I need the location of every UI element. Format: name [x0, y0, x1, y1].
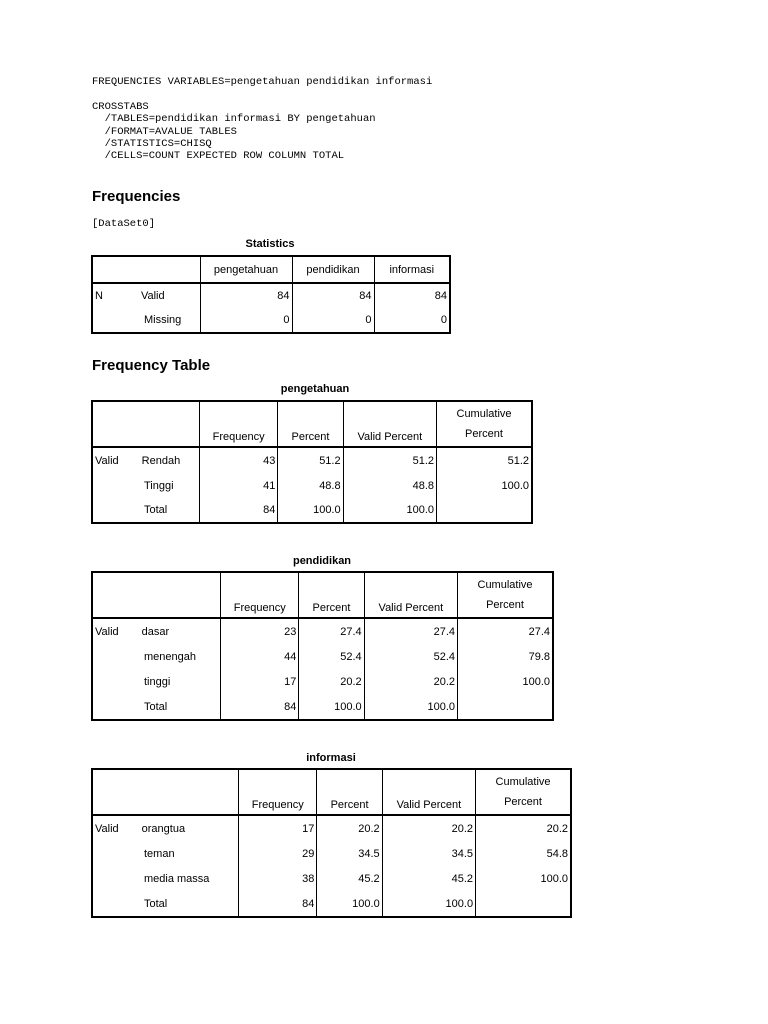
row-label: Total	[144, 504, 168, 516]
cell: 23	[221, 618, 299, 644]
informasi-title: informasi	[306, 752, 356, 764]
cell: 84	[239, 892, 317, 917]
cell: 84	[292, 283, 374, 308]
cell: 34.5	[382, 841, 475, 866]
informasi-table	[91, 768, 572, 918]
cell: 100.0	[437, 473, 532, 498]
table-row	[92, 866, 571, 892]
corner-cell	[92, 256, 200, 283]
syntax-line: CROSSTABS	[92, 100, 149, 113]
col-header-valid-percent: Valid Percent	[364, 572, 457, 618]
cell: 100.0	[278, 498, 343, 523]
col-header-percent: Percent	[317, 769, 382, 815]
cell: 100.0	[476, 866, 571, 892]
cell: 44	[221, 644, 299, 669]
cell: 52.4	[299, 644, 364, 669]
table-header-row	[92, 572, 553, 618]
syntax-line: /CELLS=COUNT EXPECTED ROW COLUMN TOTAL	[92, 150, 345, 163]
pengetahuan-table	[91, 400, 533, 524]
cell: 52.4	[364, 644, 457, 669]
cell: 48.8	[343, 473, 436, 498]
cell: 38	[239, 866, 317, 892]
cell: 43	[199, 447, 277, 473]
cell: 84	[374, 283, 450, 308]
pendidikan-title: pendidikan	[292, 555, 352, 567]
col-header-valid-percent: Valid Percent	[382, 769, 475, 815]
syntax-line: FREQUENCIES VARIABLES=pengetahuan pendidikan informasi	[92, 76, 433, 88]
cell: 100.0	[364, 695, 457, 720]
col-header-frequency: Frequency	[239, 769, 317, 815]
syntax-line: /TABLES=pendidikan informasi BY pengetahuan	[92, 113, 376, 126]
row-label-n: N	[95, 290, 103, 302]
cell	[458, 695, 553, 720]
syntax-block	[92, 76, 432, 163]
cell: 51.2	[437, 447, 532, 473]
syntax-line: /FORMAT=AVALUE TABLES	[92, 125, 237, 138]
cell: 0	[374, 308, 450, 333]
table-row	[92, 892, 571, 917]
cell: 20.2	[364, 669, 457, 695]
frequencies-heading: Frequencies	[92, 188, 181, 205]
cell: 20.2	[317, 815, 382, 841]
pengetahuan-title: pengetahuan	[280, 383, 350, 395]
table-row	[92, 308, 450, 333]
pendidikan-table	[91, 571, 554, 721]
cell: 100.0	[299, 695, 364, 720]
col-header-cumulative: Cumulative Percent	[458, 572, 553, 618]
cell: 54.8	[476, 841, 571, 866]
row-label-valid: Valid	[140, 290, 165, 302]
cell	[437, 498, 532, 523]
cell: 51.2	[343, 447, 436, 473]
cell: 34.5	[317, 841, 382, 866]
cell: 27.4	[458, 618, 553, 644]
corner-cell	[92, 572, 221, 618]
col-header-frequency: Frequency	[221, 572, 299, 618]
cell: 84	[199, 498, 277, 523]
cell: 20.2	[299, 669, 364, 695]
cell	[476, 892, 571, 917]
row-label: menengah	[144, 650, 196, 663]
cell: 17	[221, 669, 299, 695]
table-header-row	[92, 769, 571, 815]
cell: 100.0	[343, 498, 436, 523]
cell: 100.0	[382, 892, 475, 917]
col-header-percent: Percent	[278, 401, 343, 447]
row-label: Valid Rendah	[95, 454, 181, 467]
row-label: media massa	[144, 873, 210, 885]
col-header: pengetahuan	[200, 256, 292, 283]
cell: 48.8	[278, 473, 343, 498]
table-row	[92, 498, 532, 523]
statistics-title: Statistics	[245, 238, 295, 250]
row-label: Total	[144, 701, 168, 713]
row-label: Tinggi	[144, 479, 174, 492]
col-header-percent: Percent	[299, 572, 364, 618]
col-header-valid-percent: Valid Percent	[343, 401, 436, 447]
corner-cell	[92, 769, 239, 815]
row-label	[92, 308, 200, 333]
cell: 29	[239, 841, 317, 866]
cell: 45.2	[317, 866, 382, 892]
table-row	[92, 447, 532, 473]
col-header-frequency: Frequency	[199, 401, 277, 447]
statistics-header-row	[92, 256, 450, 283]
table-row	[92, 695, 553, 720]
cell: 51.2	[278, 447, 343, 473]
table-header-row	[92, 401, 532, 447]
table-row	[92, 841, 571, 866]
corner-cell	[92, 401, 199, 447]
syntax-line: /STATISTICS=CHISQ	[92, 138, 212, 151]
row-label-missing: Missing	[144, 314, 182, 326]
cell: 45.2	[382, 866, 475, 892]
cell: 20.2	[476, 815, 571, 841]
cell: 27.4	[299, 618, 364, 644]
cell: 0	[292, 308, 374, 333]
row-label	[92, 283, 200, 308]
col-header-cumulative: Cumulative Percent	[437, 401, 532, 447]
dataset-label: [DataSet0]	[92, 218, 156, 230]
row-label: tinggi	[144, 676, 171, 688]
table-row	[92, 644, 553, 669]
col-header: pendidikan	[292, 256, 374, 283]
cell: 17	[239, 815, 317, 841]
table-row	[92, 283, 450, 308]
cell: 84	[200, 283, 292, 308]
cell: 27.4	[364, 618, 457, 644]
cell: 84	[221, 695, 299, 720]
frequency-table-heading: Frequency Table	[92, 357, 211, 374]
col-header: informasi	[374, 256, 450, 283]
col-header-cumulative: Cumulative Percent	[476, 769, 571, 815]
cell: 41	[199, 473, 277, 498]
table-row	[92, 618, 553, 644]
statistics-table	[91, 255, 451, 334]
cell: 79.8	[458, 644, 553, 669]
cell: 100.0	[458, 669, 553, 695]
row-label: teman	[144, 847, 175, 860]
cell: 0	[200, 308, 292, 333]
table-row	[92, 815, 571, 841]
table-row	[92, 473, 532, 498]
row-label: Total	[144, 898, 168, 910]
table-row	[92, 669, 553, 695]
cell: 20.2	[382, 815, 475, 841]
row-label: Valid dasar	[95, 625, 170, 638]
cell: 100.0	[317, 892, 382, 917]
row-label: Valid orangtua	[95, 822, 186, 835]
